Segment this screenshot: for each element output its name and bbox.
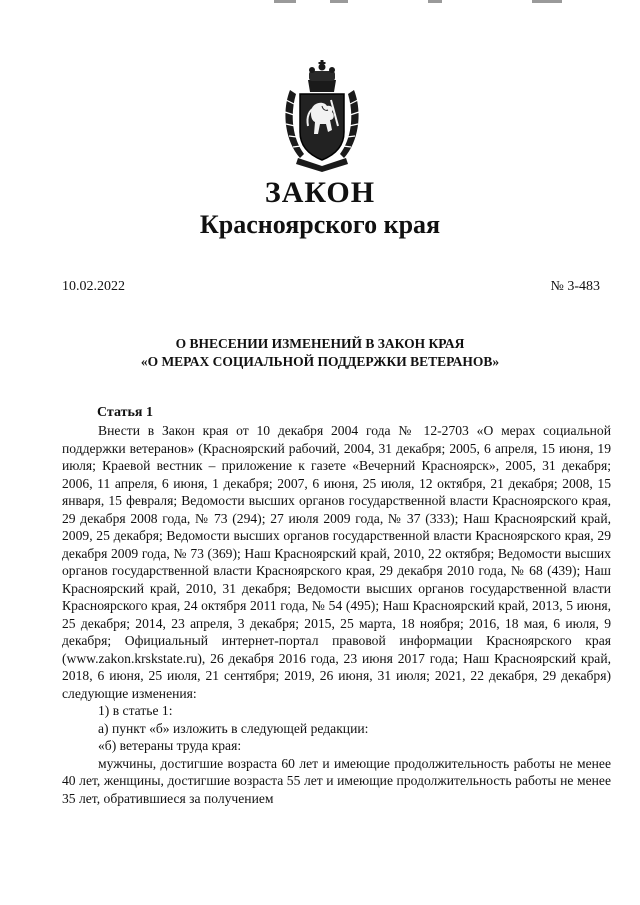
document-number: № 3-483 bbox=[550, 279, 600, 294]
document-subtitle: Красноярского края bbox=[199, 210, 441, 239]
document-date: 10.02.2022 bbox=[62, 279, 125, 294]
scan-artifact-marks bbox=[260, 0, 580, 6]
document-body bbox=[62, 422, 611, 807]
main-paragraph: Внести в Закон края от 10 декабря 2004 года № 12-2703 «О мерах социальной поддержки ветеранов» (Красноярский рабочий, 2004, 31 декабря; 2005, 6 апреля, 15 июня, 19 июля; Краевой вестник – приложение к газете «Вечерний Красноярск», 2005, 31 декабря; 2006, 11 апреля, 6 июня, 1 декабря; 2007, 6 июня, 25 июля, 12 октября, 21 декабря; 2008, 15 января, 15 февраля; Ведомости высших органов государственной власти Красноярского края, 29 декабря 2008 года, № 73 (294); 27 июля 2009 года, № 37 (333); Наш Красноярский край, 2009, 25 декабря; Ведомости высших органов государственной власти Красноярского края, 29 декабря 2009 года, № 73 (369); Наш Красноярский край, 2010, 22 октября; Ведомости высших органов государственной власти Красноярского края, 29 декабря 2010 года, № 68 (439); Наш Красноярский край, 2010, 31 декабря; Ведомости высших органов государственной власти Красноярского края, 24 октября 2011 года, № 54 (495); Наш Красноярский край, 2013, 5 июня, 25 декабря; 2014, 23 апреля, 3 декабря; 2015, 25 марта, 18 ноября; 2016, 18 мая, 6 июля, 9 декабря; Официальный интернет-портал правовой информации Красноярского края (www.zakon.krskstate.ru), 26 декабря 2016 года, 23 июня 2017 года; Наш Красноярский край, 2018, 6 июня, 25 июля, 21 сентября; 2019, 26 июня, 31 июля; 2021, 22 декабря, 29 декабря) следующие изменения: bbox=[62, 423, 611, 701]
document-title: ЗАКОН bbox=[264, 176, 376, 209]
law-heading-line-1: О ВНЕСЕНИИ ИЗМЕНЕНИЙ В ЗАКОН КРАЯ bbox=[175, 336, 465, 351]
men-women-paragraph: мужчины, достигшие возраста 60 лет и имеющие продолжительность работы не менее 40 лет, женщины, достигшие возраста 55 лет и имеющие продолжительность работы не менее 35 лет, обратившиеся за получением bbox=[62, 755, 611, 806]
article-title: Статья 1 bbox=[97, 405, 153, 420]
list-item-1: 1) в статье 1: bbox=[98, 703, 173, 718]
coat-of-arms-icon bbox=[282, 60, 362, 172]
list-item-a: а) пункт «б» изложить в следующей редакции: bbox=[98, 720, 369, 736]
list-item-b: «б) ветераны труда края: bbox=[98, 738, 242, 753]
law-heading-line-2: «О МЕРАХ СОЦИАЛЬНОЙ ПОДДЕРЖКИ ВЕТЕРАНОВ» bbox=[140, 354, 500, 369]
